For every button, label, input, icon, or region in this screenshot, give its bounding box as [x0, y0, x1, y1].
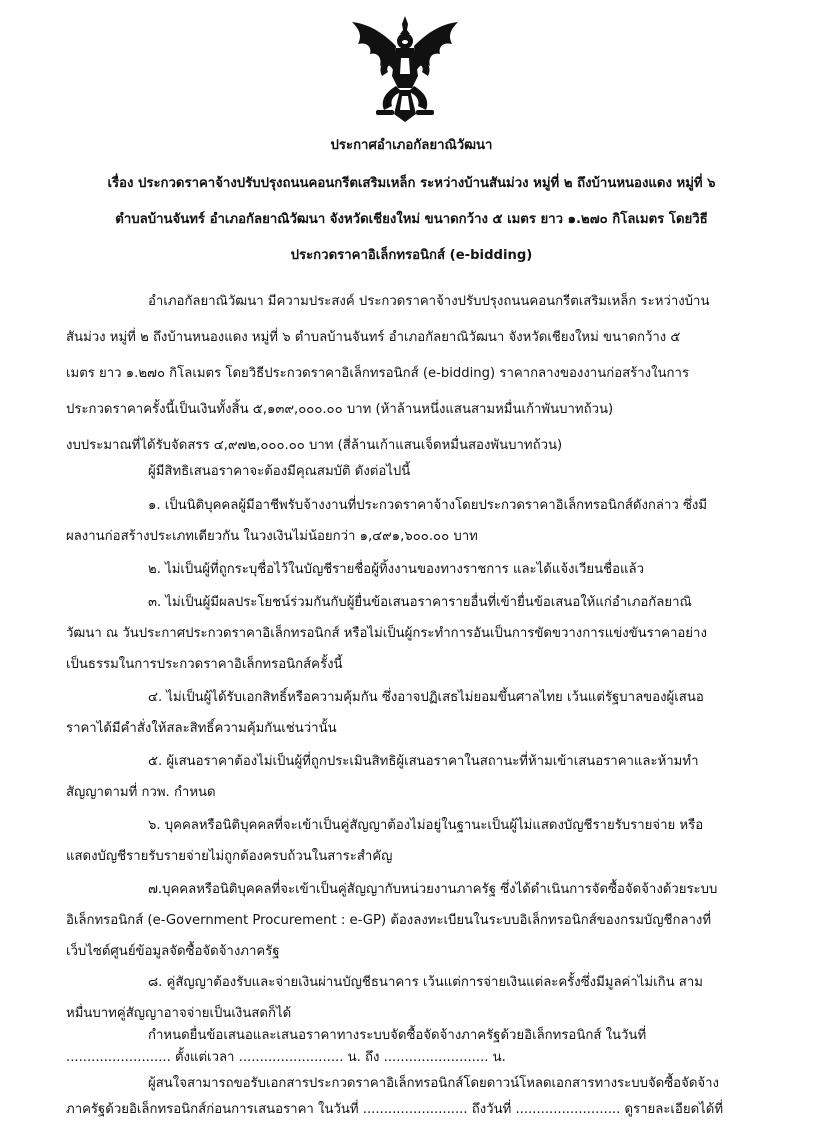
qualification-item-6: ๖. บุคคลหรือนิติบุคคลที่จะเข้าเป็นคู่สัญญาต้องไม่อยู่ในฐานะเป็นผู้ไม่แสดงบัญชีรายรับรายจ่าย หรือ: [148, 818, 704, 833]
announcement-subject-line: ประกวดราคาอิเล็กทรอนิกส์ (e-bidding): [290, 248, 533, 263]
qualification-item-7-cont: เว็บไซต์ศูนย์ข้อมูลจัดซื้อจัดจ้างภาครัฐ: [66, 944, 280, 959]
qualification-item-2: ๒. ไม่เป็นผู้ที่ถูกระบุชื่อไว้ในบัญชีรายชื่อผู้ทิ้งงานของทางราชการ และได้แจ้งเวียนชื่อแล้ว: [148, 562, 644, 577]
qualification-item-1: ๑. เป็นนิติบุคคลผู้มีอาชีพรับจ้างงานที่ประกวดราคาจ้างโดยประกวดราคาอิเล็กทรอนิกส์ดังกล่าว ซึ่งมี: [148, 498, 708, 513]
qualification-item-8: ๘. คู่สัญญาต้องรับและจ่ายเงินผ่านบัญชีธนาคาร เว้นแต่การจ่ายเงินแต่ละครั้งซึ่งมีมูลค่าไม่เกิน สาม: [148, 975, 703, 990]
intro-line: สันม่วง หมู่ที่ ๒ ถึงบ้านหนองแดง หมู่ที่ ๖ ตำบลบ้านจันทร์ อำเภอกัลยาณิวัฒนา จังหวัดเชียงใหม่ ขนาดกว้าง ๕: [66, 330, 681, 345]
announcement-subject-line: ตำบลบ้านจันทร์ อำเภอกัลยาณิวัฒนา จังหวัดเชียงใหม่ ขนาดกว้าง ๕ เมตร ยาว ๑.๒๗๐ กิโลเมตร โดยวิธี: [115, 212, 708, 227]
qualification-item-4: ๔. ไม่เป็นผู้ได้รับเอกสิทธิ์หรือความคุ้มกัน ซึ่งอาจปฏิเสธไม่ยอมขึ้นศาลไทย เว้นแต่รัฐบาลของผู้เสนอ: [148, 690, 704, 705]
intro-line: งบประมาณที่ได้รับจัดสรร ๔,๙๗๒,๐๐๐.๐๐ บาท (สี่ล้านเก้าแสนเจ็ดหมื่นสองพันบาทถ้วน): [66, 438, 563, 453]
announcement-subject-line: เรื่อง ประกวดราคาจ้างปรับปรุงถนนคอนกรีตเสริมเหล็ก ระหว่างบ้านสันม่วง หมู่ที่ ๒ ถึงบ้านหนองแดง หมู่ที่ ๖: [107, 176, 716, 191]
documents-date-blanks: ภาครัฐด้วยอิเล็กทรอนิกส์ก่อนการเสนอราคา ในวันที่ ......................... ถึงวันที่ ......................... ดูรายละเอียดได้ที่: [66, 1102, 724, 1117]
qualification-item-8-cont: หมื่นบาทคู่สัญญาอาจจ่ายเป็นเงินสดก็ได้: [66, 1006, 292, 1021]
qualification-item-3-cont: เป็นธรรมในการประกวดราคาอิเล็กทรอนิกส์ครั้งนี้: [66, 657, 343, 672]
qualifications-heading: ผู้มีสิทธิเสนอราคาจะต้องมีคุณสมบัติ ดังต่อไปนี้: [148, 464, 411, 479]
qualification-item-5: ๕. ผู้เสนอราคาต้องไม่เป็นผู้ที่ถูกประเมินสิทธิผู้เสนอราคาในสถานะที่ห้ามเข้าเสนอราคาและห้ามทำ: [148, 754, 699, 769]
submission-time-blanks: ......................... ตั้งแต่เวลา ......................... น. ถึง ......................... น.: [66, 1050, 506, 1065]
qualification-item-5-cont: สัญญาตามที่ กวพ. กำหนด: [66, 785, 216, 800]
qualification-item-4-cont: ราคาได้มีคำสั่งให้สละสิทธิ์ความคุ้มกันเช่นว่านั้น: [66, 721, 337, 736]
qualification-item-6-cont: แสดงบัญชีรายรับรายจ่ายไม่ถูกต้องครบถ้วนในสาระสำคัญ: [66, 849, 393, 864]
qualification-item-3-cont: วัฒนา ณ วันประกาศประกวดราคาอิเล็กทรอนิกส์ หรือไม่เป็นผู้กระทำการอันเป็นการขัดขวางการแข่งขันราคาอย่าง: [66, 626, 707, 641]
qualification-item-1-cont: ผลงานก่อสร้างประเภทเดียวกัน ในวงเงินไม่น้อยกว่า ๑,๔๙๑,๖๐๐.๐๐ บาท: [66, 529, 478, 544]
announcement-agency: ประกาศอำเภอกัลยาณิวัฒนา: [330, 138, 493, 153]
intro-line: เมตร ยาว ๑.๒๗๐ กิโลเมตร โดยวิธีประกวดราคาอิเล็กทรอนิกส์ (e-bidding) ราคากลางของงานก่อสร้างในการ: [66, 366, 690, 381]
qualification-item-7: ๗.บุคคลหรือนิติบุคคลที่จะเข้าเป็นคู่สัญญากับหน่วยงานภาครัฐ ซึ่งได้ดำเนินการจัดซื้อจัดจ้างด้วยระบบ: [148, 882, 718, 897]
intro-line: อำเภอกัลยาณิวัฒนา มีความประสงค์ ประกวดราคาจ้างปรับปรุงถนนคอนกรีตเสริมเหล็ก ระหว่างบ้าน: [148, 294, 710, 309]
garuda-emblem-icon: [346, 14, 464, 130]
qualification-item-7-cont: อิเล็กทรอนิกส์ (e-Government Procurement : e-GP) ต้องลงทะเบียนในระบบอิเล็กทรอนิกส์ของกรมบัญชีกลางที่: [66, 913, 712, 928]
qualification-item-3: ๓. ไม่เป็นผู้มีผลประโยชน์ร่วมกันกับผู้ยื่นข้อเสนอราคารายอื่นที่เข้ายื่นข้อเสนอให้แก่อำเภอกัลยาณิ: [148, 595, 692, 610]
submission-schedule-line: กำหนดยื่นข้อเสนอและเสนอราคาทางระบบจัดซื้อจัดจ้างภาครัฐด้วยอิเล็กทรอนิกส์ ในวันที่: [148, 1028, 647, 1043]
documents-download-line: ผู้สนใจสามารถขอรับเอกสารประกวดราคาอิเล็กทรอนิกส์โดยดาวน์โหลดเอกสารทางระบบจัดซื้อจัดจ้าง: [148, 1076, 719, 1091]
intro-line: ประกวดราคาครั้งนี้เป็นเงินทั้งสิ้น ๕,๑๓๙,๐๐๐.๐๐ บาท (ห้าล้านหนึ่งแสนสามหมื่นเก้าพันบาทถ้วน): [66, 402, 614, 417]
